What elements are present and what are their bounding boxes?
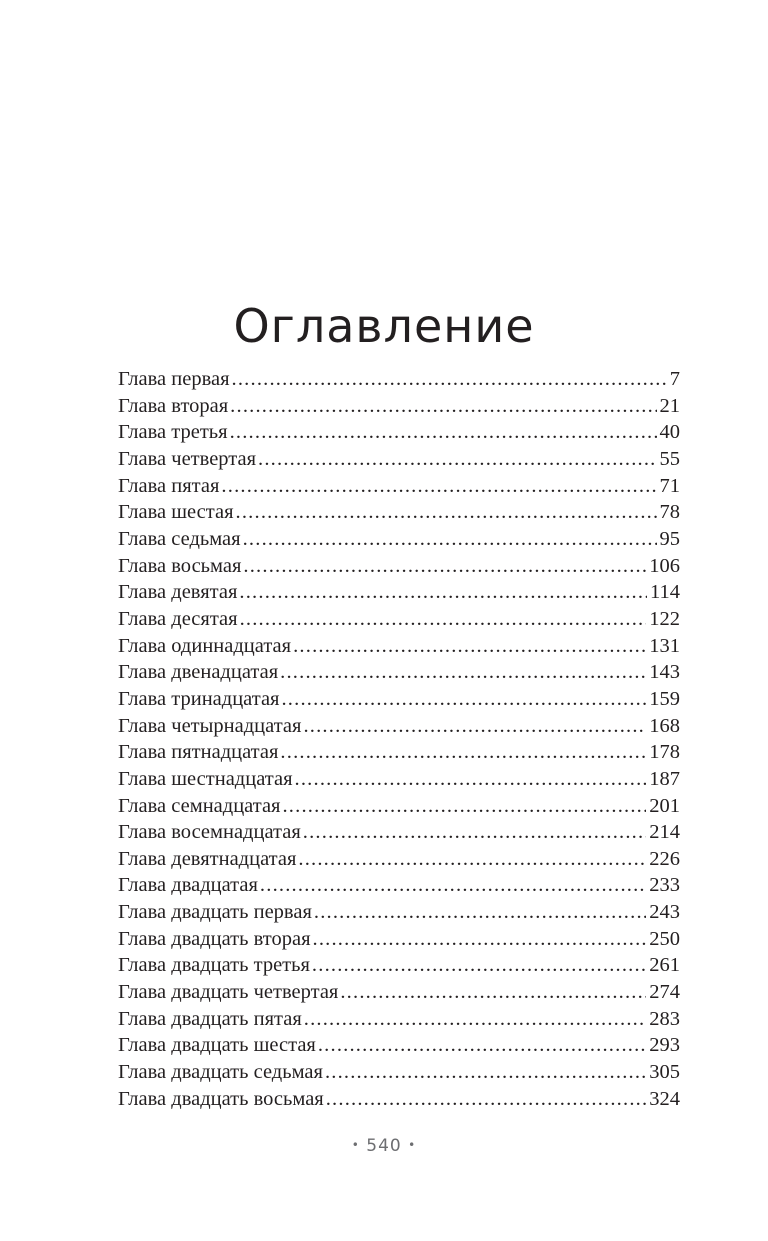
toc-entry-page: 214 bbox=[649, 821, 680, 844]
toc-entry-page: 21 bbox=[659, 394, 680, 417]
dot-leader bbox=[258, 446, 656, 473]
toc-entry[interactable] bbox=[118, 926, 680, 953]
toc-entry[interactable] bbox=[118, 766, 680, 793]
toc-entry[interactable] bbox=[118, 553, 680, 580]
toc-entry-page: 261 bbox=[649, 954, 680, 977]
dot-leader bbox=[298, 846, 646, 873]
toc-entry[interactable] bbox=[118, 1059, 680, 1086]
dot-leader bbox=[236, 499, 657, 526]
bullet-left-icon: • bbox=[351, 1138, 360, 1152]
toc-entry-label: Глава двадцатая bbox=[118, 874, 258, 897]
toc-entry-page: 168 bbox=[649, 714, 680, 737]
toc-entry-page: 283 bbox=[649, 1007, 680, 1030]
toc-entry[interactable] bbox=[118, 1086, 680, 1113]
toc-entry-label: Глава девятнадцатая bbox=[118, 847, 297, 870]
dot-leader bbox=[313, 926, 647, 953]
dot-leader bbox=[282, 793, 646, 820]
toc-entry-label: Глава первая bbox=[118, 368, 230, 390]
toc-entry[interactable] bbox=[118, 713, 680, 740]
toc-entry-page: 131 bbox=[649, 634, 680, 657]
toc-entry-label: Глава двадцать вторая bbox=[118, 927, 311, 950]
toc-entry[interactable] bbox=[118, 979, 680, 1006]
dot-leader bbox=[314, 899, 646, 926]
toc-entry-label: Глава третья bbox=[118, 421, 228, 444]
dot-leader bbox=[295, 766, 647, 793]
toc-entry-label: Глава семнадцатая bbox=[118, 794, 281, 817]
toc-entry-page: 114 bbox=[650, 581, 680, 604]
toc-entry[interactable] bbox=[118, 446, 680, 473]
toc-entry-label: Глава одиннадцатая bbox=[118, 634, 292, 657]
toc-entry[interactable] bbox=[118, 366, 680, 393]
toc-entry-page: 143 bbox=[649, 661, 680, 684]
toc-entry-page: 40 bbox=[659, 421, 680, 444]
dot-leader bbox=[221, 473, 656, 500]
toc-entry-label: Глава восьмая bbox=[118, 554, 242, 577]
toc-entry-label: Глава пятнадцатая bbox=[118, 741, 279, 764]
dot-leader bbox=[293, 633, 646, 660]
toc-entry-page: 122 bbox=[649, 607, 680, 630]
dot-leader bbox=[325, 1059, 646, 1086]
toc-entry[interactable] bbox=[118, 1006, 680, 1033]
toc-entry-page: 178 bbox=[649, 741, 680, 764]
toc-entry-page: 250 bbox=[649, 927, 680, 950]
toc-entry-label: Глава четвертая bbox=[118, 447, 257, 470]
toc-entry-page: 7 bbox=[669, 368, 680, 390]
toc-entry-page: 324 bbox=[649, 1087, 680, 1110]
dot-leader bbox=[280, 739, 646, 766]
dot-leader bbox=[239, 579, 647, 606]
toc-entry-page: 159 bbox=[649, 687, 680, 710]
dot-leader bbox=[326, 1086, 647, 1113]
toc-entry-page: 233 bbox=[649, 874, 680, 897]
toc-entry-page: 55 bbox=[659, 447, 680, 470]
toc-entry-page: 187 bbox=[649, 767, 680, 790]
dot-leader bbox=[318, 1032, 646, 1059]
toc-entry-label: Глава двадцать первая bbox=[118, 901, 312, 924]
dot-leader bbox=[232, 366, 667, 393]
toc-entry[interactable] bbox=[118, 686, 680, 713]
toc-entry-label: Глава двадцать восьмая bbox=[118, 1087, 324, 1110]
toc-entry[interactable] bbox=[118, 952, 680, 979]
toc-entry-label: Глава двадцать третья bbox=[118, 954, 310, 977]
toc-entry-label: Глава четырнадцатая bbox=[118, 714, 302, 737]
toc-entry-label: Глава вторая bbox=[118, 394, 229, 417]
toc-entry-label: Глава пятая bbox=[118, 474, 220, 497]
toc-entry-label: Глава двадцать пятая bbox=[118, 1007, 302, 1030]
dot-leader bbox=[304, 1006, 647, 1033]
toc-entry[interactable] bbox=[118, 606, 680, 633]
toc-entry[interactable] bbox=[118, 1032, 680, 1059]
dot-leader bbox=[240, 606, 647, 633]
toc-entry[interactable] bbox=[118, 899, 680, 926]
dot-leader bbox=[340, 979, 646, 1006]
toc-entry[interactable] bbox=[118, 499, 680, 526]
toc-entry-page: 71 bbox=[659, 474, 680, 497]
toc-entry-label: Глава шестнадцатая bbox=[118, 767, 293, 790]
dot-leader bbox=[230, 419, 657, 446]
toc-entry-page: 243 bbox=[649, 901, 680, 924]
toc-entry[interactable] bbox=[118, 579, 680, 606]
dot-leader bbox=[260, 872, 646, 899]
toc-entry-page: 78 bbox=[659, 501, 680, 524]
toc-entry[interactable] bbox=[118, 872, 680, 899]
toc-entry-page: 106 bbox=[649, 554, 680, 577]
table-of-contents bbox=[118, 366, 680, 1112]
toc-entry[interactable] bbox=[118, 526, 680, 553]
toc-entry[interactable] bbox=[118, 659, 680, 686]
toc-entry-label: Глава девятая bbox=[118, 581, 238, 604]
dot-leader bbox=[280, 659, 646, 686]
toc-entry[interactable] bbox=[118, 633, 680, 660]
toc-entry[interactable] bbox=[118, 739, 680, 766]
dot-leader bbox=[281, 686, 646, 713]
toc-entry-label: Глава тринадцатая bbox=[118, 687, 280, 710]
dot-leader bbox=[243, 526, 657, 553]
dot-leader bbox=[243, 553, 646, 580]
dot-leader bbox=[303, 713, 646, 740]
toc-entry[interactable] bbox=[118, 473, 680, 500]
toc-entry[interactable] bbox=[118, 819, 680, 846]
bullet-right-icon: • bbox=[408, 1138, 417, 1152]
page-title: Оглавление bbox=[233, 298, 535, 353]
toc-entry-page: 201 bbox=[649, 794, 680, 817]
dot-leader bbox=[312, 952, 646, 979]
toc-entry-label: Глава седьмая bbox=[118, 527, 241, 550]
dot-leader bbox=[303, 819, 646, 846]
toc-entry-label: Глава восемнадцатая bbox=[118, 821, 301, 844]
toc-entry-label: Глава двадцать седьмая bbox=[118, 1061, 323, 1084]
page-number-value: 540 bbox=[366, 1136, 402, 1156]
toc-entry[interactable] bbox=[118, 793, 680, 820]
toc-entry-label: Глава двенадцатая bbox=[118, 661, 279, 684]
toc-entry[interactable] bbox=[118, 393, 680, 420]
page-number bbox=[0, 1136, 768, 1156]
toc-entry[interactable] bbox=[118, 846, 680, 873]
toc-entry-page: 226 bbox=[649, 847, 680, 870]
toc-entry-page: 305 bbox=[649, 1061, 680, 1084]
toc-entry[interactable] bbox=[118, 419, 680, 446]
toc-entry-page: 95 bbox=[659, 527, 680, 550]
toc-entry-label: Глава шестая bbox=[118, 501, 234, 524]
toc-entry-label: Глава двадцать четвертая bbox=[118, 981, 339, 1004]
toc-entry-label: Глава двадцать шестая bbox=[118, 1034, 316, 1057]
toc-entry-page: 293 bbox=[649, 1034, 680, 1057]
toc-entry-page: 274 bbox=[649, 981, 680, 1004]
toc-entry-label: Глава десятая bbox=[118, 607, 238, 630]
dot-leader bbox=[230, 393, 656, 420]
